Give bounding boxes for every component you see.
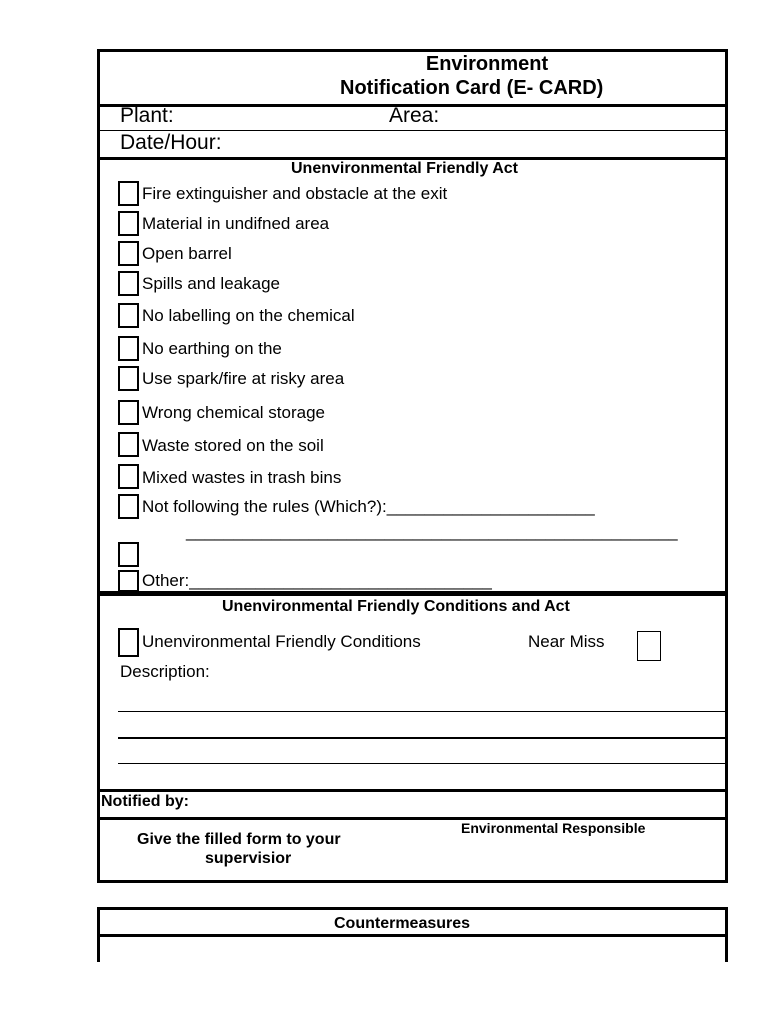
- description-label: Description:: [120, 662, 210, 681]
- act-checkbox-4[interactable]: [118, 271, 139, 296]
- card-title-line2: Notification Card (E- CARD): [340, 77, 604, 99]
- other-checkbox[interactable]: [118, 570, 139, 592]
- act-item-3: Open barrel: [142, 244, 232, 263]
- act-checkbox-6[interactable]: [118, 336, 139, 361]
- card-title-line1: Environment: [425, 53, 549, 75]
- act-checkbox-7[interactable]: [118, 366, 139, 391]
- card-top-border: [97, 49, 728, 52]
- act-checkbox-1[interactable]: [118, 181, 139, 206]
- act-checkbox-11[interactable]: [118, 494, 139, 519]
- act-item-6: No earthing on the: [142, 339, 282, 358]
- act-checkbox-3[interactable]: [118, 241, 139, 266]
- instruction-line2: supervisior: [205, 850, 292, 867]
- act-checkbox-5[interactable]: [118, 303, 139, 328]
- card-right-border: [725, 49, 728, 883]
- conditions-label: Unenvironmental Friendly Conditions: [142, 632, 421, 651]
- act-checkbox-9[interactable]: [118, 432, 139, 457]
- countermeasures-title: Countermeasures: [334, 915, 471, 932]
- instruction-line1: Give the filled form to your: [137, 831, 341, 848]
- description-line-3[interactable]: [118, 763, 725, 764]
- act-item-1: Fire extinguisher and obstacle at the exit: [142, 184, 448, 203]
- act-checkbox-2[interactable]: [118, 211, 139, 236]
- act-item-2: Material in undifned area: [142, 214, 330, 233]
- environmental-responsible-label: Environmental Responsible: [461, 820, 646, 836]
- divider-thick-acts-end: [97, 591, 728, 596]
- act-item-7: Use spark/fire at risky area: [142, 369, 345, 388]
- countermeasures-top-border: [97, 907, 728, 910]
- act-item-8: Wrong chemical storage: [142, 403, 325, 422]
- notified-by-label: Notified by:: [101, 793, 189, 810]
- conditions-section-title: Unenvironmental Friendly Conditions and Act: [222, 598, 570, 615]
- countermeasures-title-divider: [97, 934, 728, 937]
- act-checkbox-10[interactable]: [118, 464, 139, 489]
- act-checkbox-8[interactable]: [118, 400, 139, 425]
- near-miss-checkbox[interactable]: [637, 631, 661, 661]
- act-item-5: No labelling on the chemical: [142, 306, 355, 325]
- description-line-1[interactable]: [118, 711, 725, 712]
- conditions-checkbox[interactable]: [118, 628, 139, 657]
- card-left-border: [97, 49, 100, 883]
- divider-before-notified: [97, 789, 728, 792]
- other-label: Other:________________________________: [142, 571, 492, 590]
- act-item-4: Spills and leakage: [142, 274, 280, 293]
- rules-continuation-line: ____________________________________________________: [186, 522, 678, 541]
- act-item-9: Waste stored on the soil: [142, 436, 324, 455]
- act-item-10: Mixed wastes in trash bins: [142, 468, 342, 487]
- area-label: Area:: [389, 104, 440, 127]
- near-miss-label: Near Miss: [528, 632, 605, 651]
- date-hour-label: Date/Hour:: [120, 131, 222, 154]
- act-item-rules: Not following the rules (Which?):______________________: [142, 497, 595, 516]
- act-checkbox-12[interactable]: [118, 542, 139, 567]
- plant-label: Plant:: [120, 104, 174, 127]
- description-line-2[interactable]: [118, 737, 725, 739]
- card-bottom-border: [97, 880, 728, 883]
- acts-section-title: Unenvironmental Friendly Act: [291, 160, 518, 177]
